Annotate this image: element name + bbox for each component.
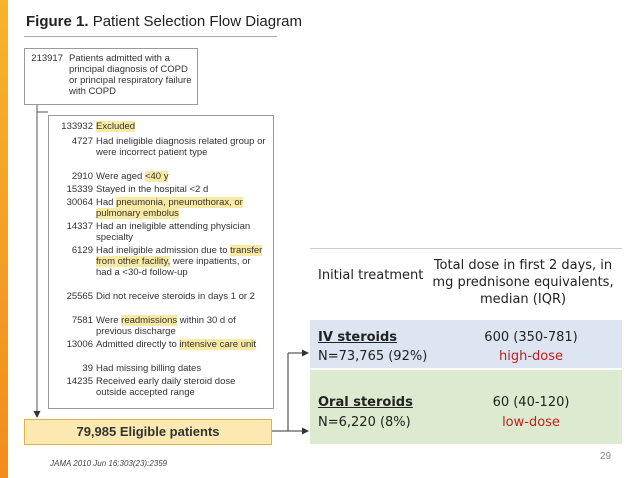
exclusion-text: Had ineligible admission due to transfer from other facility, were inpatients, or had a <30-d follow-up (96, 245, 263, 278)
admitted-count: 213917 (31, 53, 63, 64)
exclusion-count: 15339 (66, 184, 93, 195)
exclusion-highlight: readmissions (121, 315, 178, 326)
page-number: 29 (600, 451, 612, 462)
iv-dose-level: high-dose (498, 349, 563, 364)
exclusion-count: 6129 (71, 245, 93, 256)
oral-steroids-n: N=6,220 (8%) (318, 415, 411, 430)
exclusion-text: Had pneumonia, pneumothorax, or pulmonary embolus (96, 197, 243, 219)
oral-dose: 60 (40-120) (492, 395, 570, 410)
exclusion-text: Had an ineligible attending physician specialty (96, 221, 251, 243)
exclusion-highlight: <40 y (144, 171, 169, 182)
citation: JAMA 2010 Jun 16;303(23):2359 (50, 459, 168, 468)
exclusion-count: 30064 (66, 197, 93, 208)
col-initial-treatment-header: Initial treatment (318, 268, 424, 283)
exclusion-count: 14235 (66, 376, 93, 387)
iv-steroids-label: IV steroids (318, 330, 398, 345)
exclusion-text: Were aged <40 y (96, 171, 169, 182)
col-dose-header: Total dose in first 2 days, in mg prednisone equivalents, median (IQR) (432, 258, 614, 307)
exclusion-count: 7581 (71, 315, 93, 326)
exclusion-count: 4727 (71, 136, 93, 147)
exclusion-text: Stayed in the hospital <2 d (96, 184, 209, 195)
exclusion-count: 14337 (66, 221, 93, 232)
exclusion-highlight: pneumonia, pneumothorax, or pulmonary embolus (96, 197, 243, 219)
excluded-count: 133932 (61, 121, 93, 132)
eligible-patients-box: 79,985 Eligible patients (24, 419, 272, 445)
exclusion-text: Received early daily steroid dose outside accepted range (96, 376, 236, 398)
figure-title-text: Patient Selection Flow Diagram (92, 13, 302, 30)
excluded-box (48, 115, 274, 409)
admitted-text: Patients admitted with a principal diagnosis of COPD or principal respiratory failure with COPD (69, 53, 192, 97)
exclusion-text: Had missing billing dates (96, 363, 202, 374)
exclusion-highlight: transfer from other facility, (96, 245, 263, 267)
exclusion-text: Had ineligible diagnosis related group or were incorrect patient type (96, 136, 266, 158)
exclusion-count: 25565 (66, 291, 93, 302)
figure-label: Figure 1. (26, 13, 89, 30)
exclusion-text: Did not receive steroids in days 1 or 2 (96, 291, 255, 302)
table-header (310, 248, 622, 321)
exclusion-text: Were readmissions within 30 d of previous discharge (96, 315, 236, 337)
excluded-label: Excluded (96, 121, 136, 132)
exclusion-count: 13006 (66, 339, 93, 350)
exclusion-count: 39 (82, 363, 93, 374)
iv-steroids-n: N=73,765 (92%) (318, 349, 428, 364)
exclusion-count: 2910 (71, 171, 93, 182)
oral-dose-level: low-dose (502, 415, 560, 430)
iv-dose: 600 (350-781) (484, 330, 578, 345)
admitted-box (24, 48, 198, 105)
exclusion-highlight: intensive care unit (179, 339, 257, 350)
table-row-iv (310, 320, 622, 368)
exclusion-text: Admitted directly to intensive care unit (96, 339, 257, 350)
table-row-oral (310, 370, 622, 444)
oral-steroids-label: Oral steroids (318, 395, 413, 410)
